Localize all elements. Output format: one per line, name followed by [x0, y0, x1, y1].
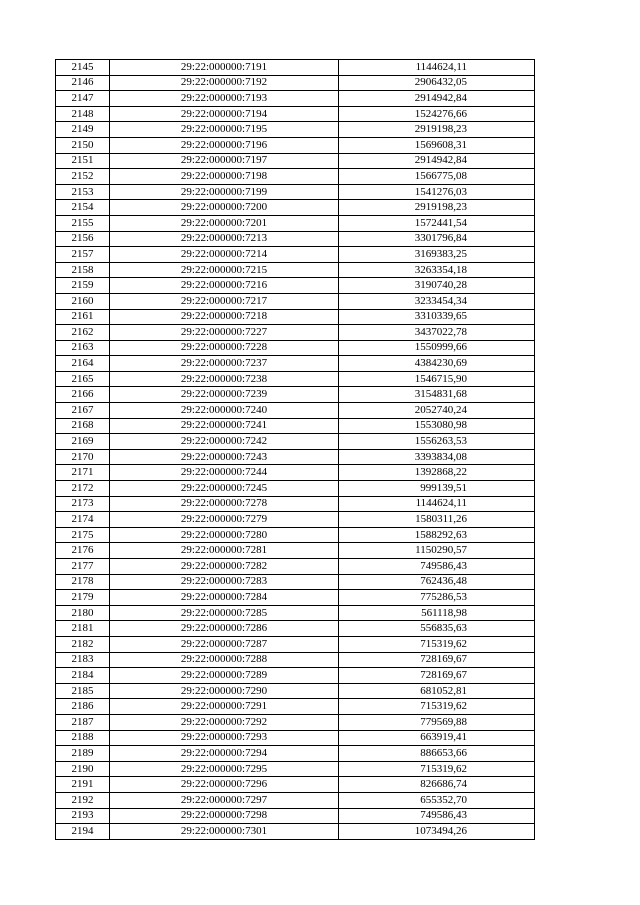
table-row: [56, 60, 535, 76]
table-row: [56, 106, 535, 122]
cadastral-value-cell: 3310339,65: [339, 309, 535, 325]
table-row: [56, 137, 535, 153]
cadastral-number-cell: 29:22:000000:7296: [110, 777, 339, 793]
cadastral-number-cell: 29:22:000000:7285: [110, 605, 339, 621]
table-row: [56, 808, 535, 824]
row-number-cell: 2187: [56, 714, 110, 730]
table-row: [56, 636, 535, 652]
cadastral-value-cell: 999139,51: [339, 481, 535, 497]
cadastral-value-table: [55, 59, 535, 840]
cadastral-number-cell: 29:22:000000:7198: [110, 169, 339, 185]
row-number-cell: 2180: [56, 605, 110, 621]
cadastral-number-cell: 29:22:000000:7243: [110, 449, 339, 465]
cadastral-value-cell: 728169,67: [339, 652, 535, 668]
table-row: [56, 75, 535, 91]
table-row: [56, 91, 535, 107]
cadastral-value-cell: 1550999,66: [339, 340, 535, 356]
row-number-cell: 2192: [56, 792, 110, 808]
cadastral-number-cell: 29:22:000000:7213: [110, 231, 339, 247]
cadastral-number-cell: 29:22:000000:7293: [110, 730, 339, 746]
table-row: [56, 574, 535, 590]
cadastral-number-cell: 29:22:000000:7215: [110, 262, 339, 278]
cadastral-number-cell: 29:22:000000:7242: [110, 434, 339, 450]
cadastral-value-cell: 779569,88: [339, 714, 535, 730]
table-body: [56, 60, 535, 840]
row-number-cell: 2162: [56, 325, 110, 341]
cadastral-number-cell: 29:22:000000:7245: [110, 481, 339, 497]
row-number-cell: 2182: [56, 636, 110, 652]
row-number-cell: 2174: [56, 512, 110, 528]
cadastral-value-cell: 715319,62: [339, 636, 535, 652]
cadastral-number-cell: 29:22:000000:7201: [110, 215, 339, 231]
cadastral-value-cell: 886653,66: [339, 746, 535, 762]
cadastral-value-cell: 3301796,84: [339, 231, 535, 247]
row-number-cell: 2156: [56, 231, 110, 247]
row-number-cell: 2157: [56, 247, 110, 263]
cadastral-value-cell: 728169,67: [339, 668, 535, 684]
table-row: [56, 153, 535, 169]
row-number-cell: 2161: [56, 309, 110, 325]
cadastral-number-cell: 29:22:000000:7291: [110, 699, 339, 715]
cadastral-value-cell: 4384230,69: [339, 356, 535, 372]
cadastral-value-cell: 749586,43: [339, 808, 535, 824]
row-number-cell: 2178: [56, 574, 110, 590]
cadastral-value-cell: 663919,41: [339, 730, 535, 746]
cadastral-value-cell: 2914942,84: [339, 91, 535, 107]
table-row: [56, 387, 535, 403]
cadastral-value-cell: 762436,48: [339, 574, 535, 590]
table-row: [56, 777, 535, 793]
table-row: [56, 418, 535, 434]
cadastral-value-cell: 3437022,78: [339, 325, 535, 341]
row-number-cell: 2190: [56, 761, 110, 777]
row-number-cell: 2183: [56, 652, 110, 668]
cadastral-value-cell: 3233454,34: [339, 293, 535, 309]
table-row: [56, 714, 535, 730]
table-row: [56, 543, 535, 559]
cadastral-value-cell: 1144624,11: [339, 60, 535, 76]
cadastral-number-cell: 29:22:000000:7239: [110, 387, 339, 403]
row-number-cell: 2154: [56, 200, 110, 216]
cadastral-number-cell: 29:22:000000:7217: [110, 293, 339, 309]
cadastral-value-cell: 2914942,84: [339, 153, 535, 169]
cadastral-number-cell: 29:22:000000:7237: [110, 356, 339, 372]
cadastral-value-cell: 681052,81: [339, 683, 535, 699]
cadastral-value-cell: 1580311,26: [339, 512, 535, 528]
table-row: [56, 746, 535, 762]
table-row: [56, 309, 535, 325]
cadastral-value-cell: 1588292,63: [339, 527, 535, 543]
cadastral-number-cell: 29:22:000000:7199: [110, 184, 339, 200]
row-number-cell: 2185: [56, 683, 110, 699]
row-number-cell: 2193: [56, 808, 110, 824]
cadastral-value-cell: 2919198,23: [339, 122, 535, 138]
table-row: [56, 215, 535, 231]
table-row: [56, 481, 535, 497]
cadastral-number-cell: 29:22:000000:7196: [110, 137, 339, 153]
row-number-cell: 2158: [56, 262, 110, 278]
cadastral-value-cell: 1566775,08: [339, 169, 535, 185]
cadastral-value-cell: 2919198,23: [339, 200, 535, 216]
cadastral-value-cell: 1572441,54: [339, 215, 535, 231]
row-number-cell: 2159: [56, 278, 110, 294]
row-number-cell: 2194: [56, 824, 110, 840]
row-number-cell: 2163: [56, 340, 110, 356]
row-number-cell: 2167: [56, 403, 110, 419]
cadastral-number-cell: 29:22:000000:7281: [110, 543, 339, 559]
cadastral-value-cell: 3169383,25: [339, 247, 535, 263]
cadastral-number-cell: 29:22:000000:7280: [110, 527, 339, 543]
cadastral-value-cell: 1556263,53: [339, 434, 535, 450]
row-number-cell: 2149: [56, 122, 110, 138]
cadastral-number-cell: 29:22:000000:7216: [110, 278, 339, 294]
cadastral-number-cell: 29:22:000000:7214: [110, 247, 339, 263]
cadastral-number-cell: 29:22:000000:7294: [110, 746, 339, 762]
cadastral-number-cell: 29:22:000000:7197: [110, 153, 339, 169]
cadastral-number-cell: 29:22:000000:7288: [110, 652, 339, 668]
cadastral-number-cell: 29:22:000000:7228: [110, 340, 339, 356]
row-number-cell: 2146: [56, 75, 110, 91]
table-row: [56, 590, 535, 606]
row-number-cell: 2151: [56, 153, 110, 169]
row-number-cell: 2179: [56, 590, 110, 606]
row-number-cell: 2172: [56, 481, 110, 497]
cadastral-number-cell: 29:22:000000:7193: [110, 91, 339, 107]
table-row: [56, 512, 535, 528]
table-row: [56, 792, 535, 808]
cadastral-value-cell: 2906432,05: [339, 75, 535, 91]
cadastral-value-cell: 1541276,03: [339, 184, 535, 200]
table-row: [56, 293, 535, 309]
cadastral-value-cell: 3190740,28: [339, 278, 535, 294]
cadastral-number-cell: 29:22:000000:7298: [110, 808, 339, 824]
table-row: [56, 605, 535, 621]
cadastral-value-cell: 715319,62: [339, 699, 535, 715]
cadastral-value-cell: 2052740,24: [339, 403, 535, 419]
cadastral-number-cell: 29:22:000000:7244: [110, 465, 339, 481]
row-number-cell: 2152: [56, 169, 110, 185]
cadastral-number-cell: 29:22:000000:7292: [110, 714, 339, 730]
table-row: [56, 325, 535, 341]
cadastral-value-cell: 1546715,90: [339, 371, 535, 387]
table-row: [56, 668, 535, 684]
cadastral-number-cell: 29:22:000000:7287: [110, 636, 339, 652]
cadastral-value-cell: 1553080,98: [339, 418, 535, 434]
row-number-cell: 2184: [56, 668, 110, 684]
row-number-cell: 2148: [56, 106, 110, 122]
cadastral-number-cell: 29:22:000000:7191: [110, 60, 339, 76]
table-row: [56, 699, 535, 715]
cadastral-number-cell: 29:22:000000:7227: [110, 325, 339, 341]
cadastral-value-cell: 775286,53: [339, 590, 535, 606]
row-number-cell: 2164: [56, 356, 110, 372]
cadastral-number-cell: 29:22:000000:7301: [110, 824, 339, 840]
cadastral-value-cell: 655352,70: [339, 792, 535, 808]
row-number-cell: 2145: [56, 60, 110, 76]
cadastral-number-cell: 29:22:000000:7289: [110, 668, 339, 684]
table-row: [56, 356, 535, 372]
cadastral-number-cell: 29:22:000000:7238: [110, 371, 339, 387]
row-number-cell: 2168: [56, 418, 110, 434]
row-number-cell: 2173: [56, 496, 110, 512]
cadastral-number-cell: 29:22:000000:7218: [110, 309, 339, 325]
table-row: [56, 761, 535, 777]
row-number-cell: 2176: [56, 543, 110, 559]
cadastral-number-cell: 29:22:000000:7286: [110, 621, 339, 637]
table-row: [56, 340, 535, 356]
row-number-cell: 2169: [56, 434, 110, 450]
cadastral-number-cell: 29:22:000000:7200: [110, 200, 339, 216]
table-row: [56, 122, 535, 138]
table-row: [56, 824, 535, 840]
cadastral-number-cell: 29:22:000000:7282: [110, 559, 339, 575]
row-number-cell: 2147: [56, 91, 110, 107]
cadastral-number-cell: 29:22:000000:7283: [110, 574, 339, 590]
cadastral-number-cell: 29:22:000000:7290: [110, 683, 339, 699]
table-row: [56, 683, 535, 699]
cadastral-number-cell: 29:22:000000:7240: [110, 403, 339, 419]
table-row: [56, 496, 535, 512]
cadastral-value-cell: 1073494,26: [339, 824, 535, 840]
cadastral-number-cell: 29:22:000000:7297: [110, 792, 339, 808]
row-number-cell: 2160: [56, 293, 110, 309]
table-row: [56, 465, 535, 481]
cadastral-value-cell: 1392868,22: [339, 465, 535, 481]
table-row: [56, 652, 535, 668]
row-number-cell: 2189: [56, 746, 110, 762]
table-row: [56, 278, 535, 294]
row-number-cell: 2166: [56, 387, 110, 403]
table-row: [56, 621, 535, 637]
table-row: [56, 449, 535, 465]
row-number-cell: 2177: [56, 559, 110, 575]
cadastral-value-cell: 561118,98: [339, 605, 535, 621]
table-row: [56, 184, 535, 200]
row-number-cell: 2153: [56, 184, 110, 200]
table-row: [56, 247, 535, 263]
table-row: [56, 371, 535, 387]
cadastral-number-cell: 29:22:000000:7194: [110, 106, 339, 122]
cadastral-number-cell: 29:22:000000:7284: [110, 590, 339, 606]
cadastral-number-cell: 29:22:000000:7279: [110, 512, 339, 528]
table-row: [56, 434, 535, 450]
cadastral-value-cell: 1569608,31: [339, 137, 535, 153]
row-number-cell: 2181: [56, 621, 110, 637]
cadastral-value-cell: 1524276,66: [339, 106, 535, 122]
table-row: [56, 262, 535, 278]
cadastral-value-cell: 749586,43: [339, 559, 535, 575]
row-number-cell: 2165: [56, 371, 110, 387]
table-row: [56, 730, 535, 746]
table-row: [56, 403, 535, 419]
row-number-cell: 2150: [56, 137, 110, 153]
cadastral-value-cell: 3263354,18: [339, 262, 535, 278]
table-row: [56, 231, 535, 247]
row-number-cell: 2171: [56, 465, 110, 481]
cadastral-number-cell: 29:22:000000:7241: [110, 418, 339, 434]
row-number-cell: 2186: [56, 699, 110, 715]
cadastral-value-cell: 826686,74: [339, 777, 535, 793]
row-number-cell: 2175: [56, 527, 110, 543]
row-number-cell: 2191: [56, 777, 110, 793]
cadastral-value-cell: 1150290,57: [339, 543, 535, 559]
cadastral-value-cell: 3393834,08: [339, 449, 535, 465]
row-number-cell: 2188: [56, 730, 110, 746]
cadastral-value-cell: 715319,62: [339, 761, 535, 777]
row-number-cell: 2155: [56, 215, 110, 231]
cadastral-value-cell: 1144624,11: [339, 496, 535, 512]
cadastral-value-cell: 556835,63: [339, 621, 535, 637]
cadastral-number-cell: 29:22:000000:7195: [110, 122, 339, 138]
row-number-cell: 2170: [56, 449, 110, 465]
cadastral-number-cell: 29:22:000000:7295: [110, 761, 339, 777]
cadastral-number-cell: 29:22:000000:7278: [110, 496, 339, 512]
table-row: [56, 527, 535, 543]
table-row: [56, 169, 535, 185]
cadastral-number-cell: 29:22:000000:7192: [110, 75, 339, 91]
cadastral-value-cell: 3154831,68: [339, 387, 535, 403]
table-row: [56, 200, 535, 216]
table-row: [56, 559, 535, 575]
